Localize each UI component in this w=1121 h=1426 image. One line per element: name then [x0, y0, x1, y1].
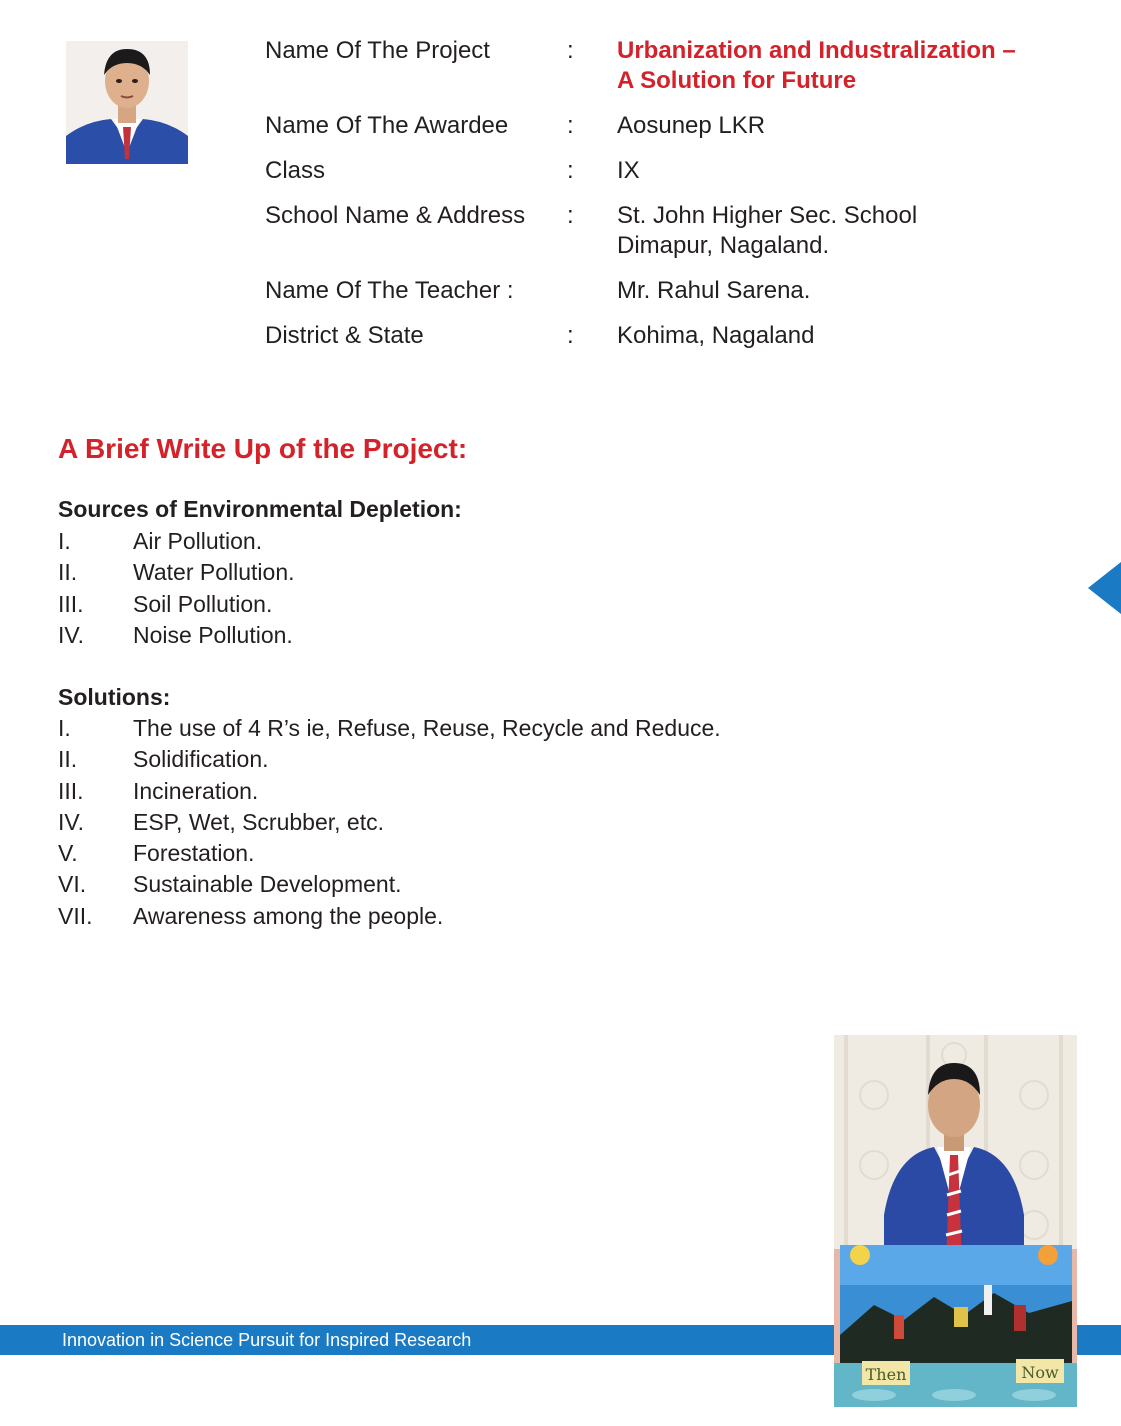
list-text: Water Pollution. — [133, 559, 295, 586]
list-text: ESP, Wet, Scrubber, etc. — [133, 808, 385, 835]
sign-then: Then — [865, 1365, 907, 1384]
list-number: IV. — [58, 808, 85, 835]
list-number: VI. — [58, 871, 87, 898]
list-number: III. — [58, 777, 84, 804]
list-number: I. — [58, 715, 71, 741]
detail-label: Class — [265, 157, 326, 184]
list-text: Sustainable Development. — [133, 871, 402, 898]
portrait-image — [66, 41, 188, 164]
sources-title: Sources of Environmental Depletion: — [58, 496, 462, 522]
detail-colon: : — [567, 322, 574, 349]
detail-colon: : — [567, 37, 574, 64]
list-text: Soil Pollution. — [133, 590, 273, 617]
list-number: I. — [58, 528, 71, 554]
list-text: Solidification. — [133, 746, 269, 773]
list-text: Awareness among the people. — [133, 902, 444, 929]
detail-label: District & State — [265, 322, 424, 349]
detail-value: IX — [617, 157, 640, 184]
project-photo — [834, 1035, 1077, 1407]
project-title-line2: A Solution for Future — [617, 67, 857, 94]
list-text: Noise Pollution. — [133, 621, 293, 648]
list-text: The use of 4 R’s ie, Refuse, Reuse, Recycle and Reduce. — [133, 715, 721, 741]
project-title-line1: Urbanization and Industralization – — [617, 37, 1016, 64]
solutions-title: Solutions: — [58, 684, 171, 710]
list-number: V. — [58, 840, 78, 867]
detail-colon: : — [567, 202, 574, 229]
school-name: St. John Higher Sec. School — [617, 202, 918, 229]
detail-colon: : — [567, 157, 574, 184]
project-photo-image — [834, 1035, 1077, 1407]
detail-value: Aosunep LKR — [617, 112, 766, 139]
list-text: Incineration. — [133, 777, 259, 804]
writeup-heading: A Brief Write Up of the Project: — [58, 433, 468, 464]
awardee-portrait — [66, 41, 188, 164]
list-number: IV. — [58, 621, 85, 648]
list-number: VII. — [58, 902, 93, 929]
list-number: II. — [58, 559, 78, 586]
list-number: III. — [58, 590, 84, 617]
list-text: Air Pollution. — [133, 528, 263, 554]
detail-colon: : — [567, 112, 574, 139]
list-number: II. — [58, 746, 78, 773]
detail-label: Name Of The Project — [265, 37, 490, 64]
page-tab-marker — [1088, 562, 1121, 614]
list-text: Forestation. — [133, 840, 255, 867]
school-address: Dimapur, Nagaland. — [617, 232, 830, 259]
footer-text: Innovation in Science Pursuit for Inspired Research — [62, 1330, 472, 1350]
detail-label: Name Of The Teacher : — [265, 277, 514, 304]
detail-label: School Name & Address — [265, 202, 526, 229]
detail-value: Mr. Rahul Sarena. — [617, 277, 811, 304]
detail-label: Name Of The Awardee — [265, 112, 509, 139]
sign-now: Now — [1021, 1363, 1059, 1382]
detail-value: Kohima, Nagaland — [617, 322, 815, 349]
